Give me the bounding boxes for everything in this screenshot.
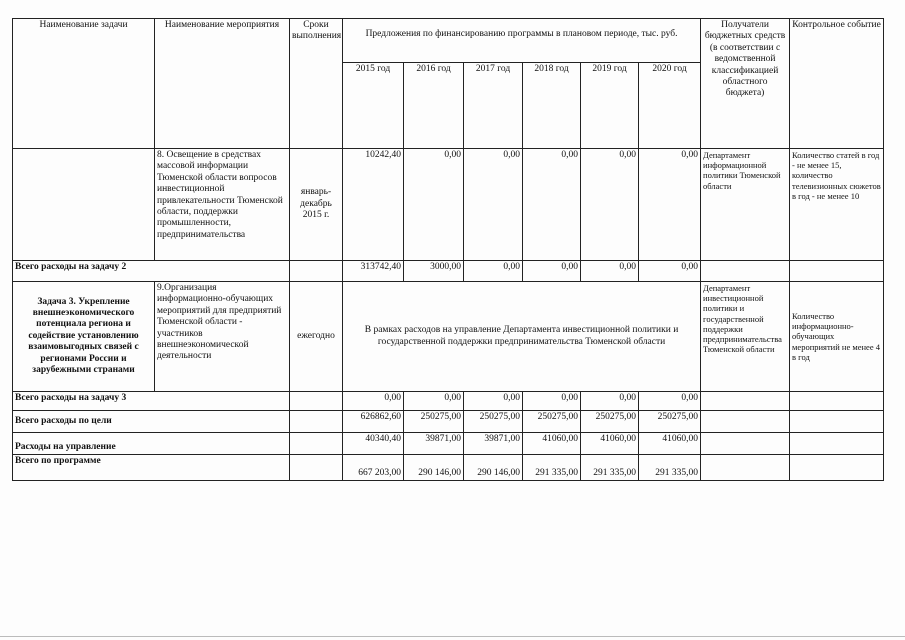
funding-note: В рамках расходов на управление Департамента инвестиционной политики и государственной поддержки предпринимательства Тюменской области <box>343 282 701 392</box>
year-header: 2016 год <box>404 63 464 149</box>
table-row-activity-8 <box>13 149 884 261</box>
value-cell: 10242,40 <box>343 149 404 261</box>
value-cell: 0,00 <box>639 261 701 282</box>
empty-cell <box>290 455 343 481</box>
value-cell: 291 335,00 <box>581 455 639 481</box>
value-cell: 0,00 <box>581 392 639 411</box>
table-row-total-task-3 <box>13 392 884 411</box>
empty-cell <box>290 261 343 282</box>
value-cell: 40340,40 <box>343 433 404 455</box>
recipient-cell: Департамент информационной политики Тюменской области <box>701 149 790 261</box>
value-cell: 667 203,00 <box>343 455 404 481</box>
value-cell: 290 146,00 <box>404 455 464 481</box>
value-cell: 3000,00 <box>404 261 464 282</box>
empty-cell <box>701 411 790 433</box>
empty-cell <box>701 433 790 455</box>
row-label: Всего расходы по цели <box>13 411 290 433</box>
value-cell: 250275,00 <box>639 411 701 433</box>
value-cell: 250275,00 <box>581 411 639 433</box>
task-name: Задача 3. Укрепление внешнеэкономического потенциала региона и содействие установлению взаимовыгодных связей с регионами России и зарубежными странами <box>13 282 155 392</box>
empty-cell <box>701 455 790 481</box>
table-row-management <box>13 433 884 455</box>
table-row-total-task-2 <box>13 261 884 282</box>
value-cell: 41060,00 <box>639 433 701 455</box>
value-cell: 0,00 <box>404 149 464 261</box>
activity-name: 8. Освещение в средствах массовой информации Тюменской области вопросов инвестиционной привлекательности Тюменской области, поддержки промышленности, предпринимательства <box>155 149 290 261</box>
value-cell: 0,00 <box>639 392 701 411</box>
activity-name: 9.Организация информационно-обучающих мероприятий для предприятий Тюменской области - участников внешнеэкономической деятельности <box>155 282 290 392</box>
value-cell: 250275,00 <box>464 411 523 433</box>
scan-artifact <box>0 636 905 637</box>
empty-cell <box>701 261 790 282</box>
value-cell: 39871,00 <box>404 433 464 455</box>
control-event-cell: Количество информационно-обучающих мероприятий не менее 4 в год <box>790 282 884 392</box>
value-cell: 250275,00 <box>404 411 464 433</box>
row-label: Всего расходы на задачу 3 <box>13 392 290 411</box>
empty-cell <box>790 392 884 411</box>
empty-cell <box>290 392 343 411</box>
empty-cell <box>790 433 884 455</box>
row-label: Всего по программе <box>13 455 290 481</box>
value-cell: 0,00 <box>343 392 404 411</box>
header-deadlines: Сроки выполнения <box>290 19 343 149</box>
empty-cell <box>790 261 884 282</box>
year-header: 2019 год <box>581 63 639 149</box>
row-label: Расходы на управление <box>13 433 290 455</box>
value-cell: 250275,00 <box>523 411 581 433</box>
header-control-event: Контрольное событие <box>790 19 884 149</box>
empty-cell <box>290 411 343 433</box>
year-header: 2015 год <box>343 63 404 149</box>
table-row-total-goal <box>13 411 884 433</box>
empty-cell <box>790 455 884 481</box>
value-cell: 0,00 <box>581 261 639 282</box>
control-event-cell: Количество статей в год - не менее 15, количество телевизионных сюжетов в год - не менее 10 <box>790 149 884 261</box>
value-cell: 0,00 <box>464 149 523 261</box>
value-cell: 0,00 <box>464 261 523 282</box>
header-funding-proposals: Предложения по финансированию программы в плановом периоде, тыс. руб. <box>343 19 701 63</box>
table-row-program-total <box>13 455 884 481</box>
value-cell: 41060,00 <box>523 433 581 455</box>
value-cell: 313742,40 <box>343 261 404 282</box>
activity-deadline: январь-декабрь 2015 г. <box>290 149 343 261</box>
empty-cell <box>701 392 790 411</box>
recipient-cell: Департамент инвестиционной политики и государственной поддержки предпринимательства Тюменской области <box>701 282 790 392</box>
value-cell: 0,00 <box>523 392 581 411</box>
value-cell: 0,00 <box>464 392 523 411</box>
value-cell: 0,00 <box>523 149 581 261</box>
empty-cell <box>790 411 884 433</box>
table-row-task-3 <box>13 282 884 392</box>
budget-table <box>12 18 884 481</box>
value-cell: 290 146,00 <box>464 455 523 481</box>
empty-cell <box>13 149 155 261</box>
year-header: 2020 год <box>639 63 701 149</box>
header-recipients: Получатели бюджетных средств (в соответствии с ведомственной классификацией областного бюджета) <box>701 19 790 149</box>
value-cell: 41060,00 <box>581 433 639 455</box>
activity-deadline: ежегодно <box>290 282 343 392</box>
empty-cell <box>290 433 343 455</box>
value-cell: 0,00 <box>404 392 464 411</box>
header-activity-name: Наименование мероприятия <box>155 19 290 149</box>
value-cell: 0,00 <box>523 261 581 282</box>
value-cell: 291 335,00 <box>523 455 581 481</box>
row-label: Всего расходы на задачу 2 <box>13 261 290 282</box>
value-cell: 0,00 <box>639 149 701 261</box>
year-header: 2017 год <box>464 63 523 149</box>
header-task-name: Наименование задачи <box>13 19 155 149</box>
value-cell: 39871,00 <box>464 433 523 455</box>
value-cell: 626862,60 <box>343 411 404 433</box>
value-cell: 291 335,00 <box>639 455 701 481</box>
year-header: 2018 год <box>523 63 581 149</box>
value-cell: 0,00 <box>581 149 639 261</box>
